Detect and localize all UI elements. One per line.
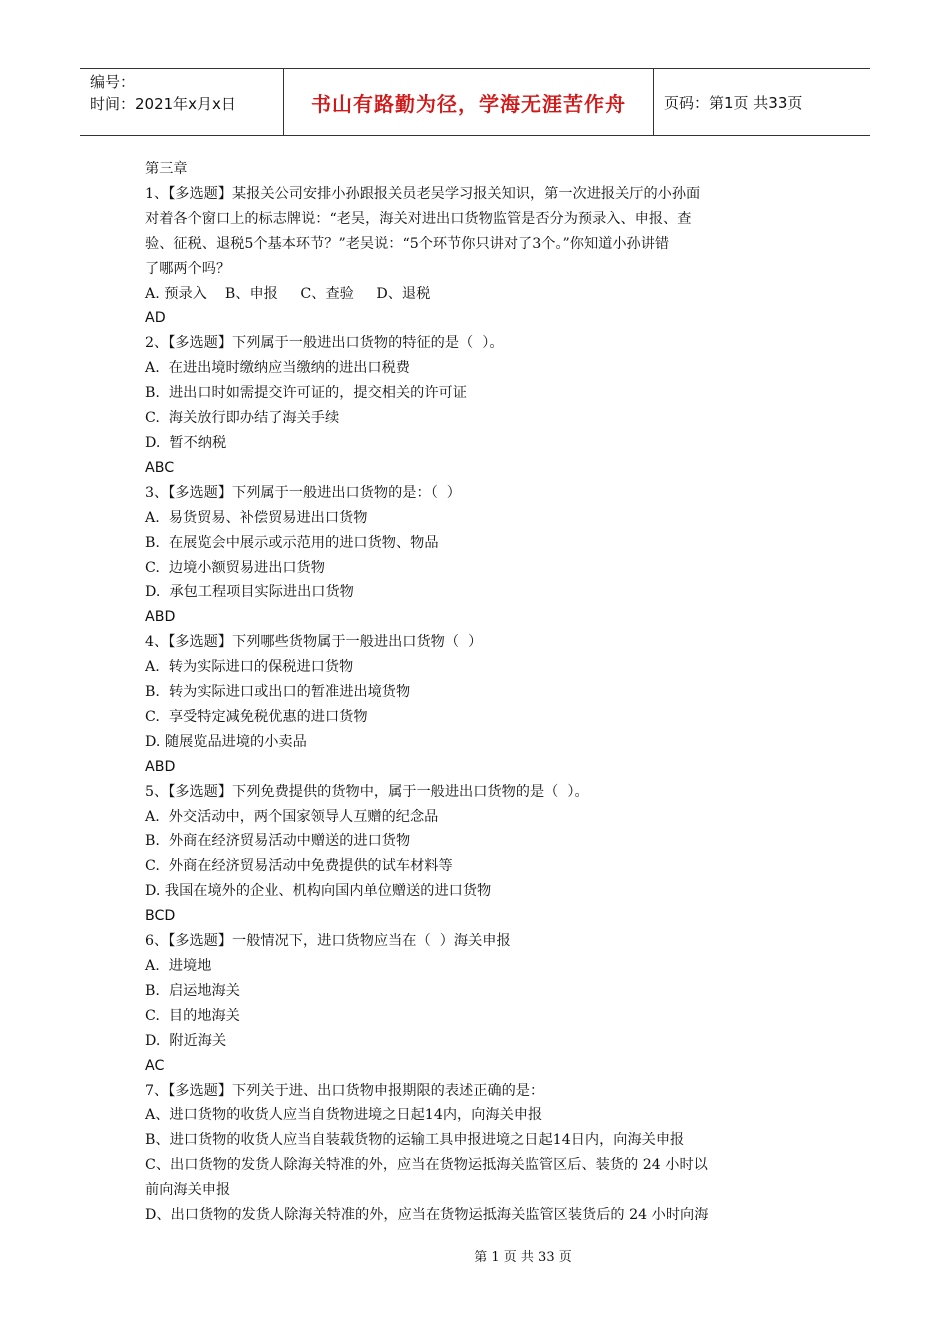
- text-line: 1、【多选题】某报关公司安排小孙跟报关员老吴学习报关知识，第一次进报关厅的小孙面: [145, 185, 701, 202]
- text-line: C. 享受特定减免税优惠的进口货物: [145, 708, 368, 725]
- text-line: B. 启运地海关: [145, 982, 240, 999]
- text-line: A、进口货物的收货人应当自货物进境之日起14内，向海关申报: [145, 1107, 543, 1124]
- text-line: C、出口货物的发货人除海关特准的外，应当在货物运抵海关监管区后、装货的 24 小时以: [145, 1157, 708, 1174]
- date-line: 时间：2021年x月x日: [90, 95, 236, 113]
- text-line: D. 我国在境外的企业、机构向国内单位赠送的进口货物: [145, 883, 492, 900]
- header-table: [80, 68, 870, 136]
- text-line: C. 海关放行即办结了海关手续: [145, 410, 340, 427]
- chapter-title: 第三章: [145, 161, 188, 177]
- text-line: 2、【多选题】下列属于一般进出口货物的特征的是（ ）。: [145, 335, 504, 352]
- text-line: 对着各个窗口上的标志牌说：“老吴，海关对进出口货物监管是否分为预录入、申报、查: [145, 210, 692, 227]
- text-line: ABD: [145, 758, 176, 775]
- text-line: C. 边境小额贸易进出口货物: [145, 559, 325, 576]
- text-line: A. 预录入 B、申报 C、查验 D、退税: [145, 285, 431, 302]
- header-left-cell: [80, 69, 284, 135]
- text-line: B、进口货物的收货人应当自装载货物的运输工具申报进境之日起14日内，向海关申报: [145, 1132, 685, 1149]
- text-line: B. 转为实际进口或出口的暂准进出境货物: [145, 684, 411, 701]
- text-line: 7、【多选题】下列关于进、出口货物申报期限的表述正确的是：: [145, 1082, 545, 1099]
- text-line: A. 在进出境时缴纳应当缴纳的进出口税费: [145, 360, 410, 377]
- text-line: 3、【多选题】下列属于一般进出口货物的是：（ ）: [145, 484, 461, 501]
- header-right-cell: [654, 69, 870, 135]
- text-line: A. 易货贸易、补偿贸易进出口货物: [145, 509, 368, 526]
- text-line: B. 进出口时如需提交许可证的，提交相关的许可证: [145, 385, 467, 402]
- text-line: 了哪两个吗？: [145, 260, 231, 277]
- text-line: B. 在展览会中展示或示范用的进口货物、物品: [145, 534, 439, 551]
- text-line: D. 暂不纳税: [145, 434, 227, 451]
- text-line: A. 外交活动中，两个国家领导人互赠的纪念品: [145, 808, 439, 825]
- text-line: BCD: [145, 908, 176, 925]
- page-footer: 第 1 页 共 33 页: [474, 1250, 572, 1265]
- question-lines: [145, 182, 815, 1228]
- text-line: 前向海关申报: [145, 1182, 231, 1199]
- text-line: C. 外商在经济贸易活动中免费提供的试车材料等: [145, 858, 453, 875]
- text-line: AC: [145, 1057, 165, 1074]
- text-line: ABD: [145, 609, 176, 626]
- text-line: 5、【多选题】下列免费提供的货物中，属于一般进出口货物的是（ ）。: [145, 783, 589, 800]
- text-line: D、出口货物的发货人除海关特准的外，应当在货物运抵海关监管区装货后的 24 小时向海: [145, 1207, 709, 1224]
- text-line: 6、【多选题】一般情况下，进口货物应当在（ ）海关申报: [145, 933, 511, 950]
- text-line: D. 随展览品进境的小卖品: [145, 733, 307, 750]
- text-line: A. 转为实际进口的保税进口货物: [145, 659, 354, 676]
- text-line: 4、【多选题】下列哪些货物属于一般进出口货物（ ）: [145, 634, 483, 651]
- text-line: D. 附近海关: [145, 1032, 227, 1049]
- header-middle-cell: [284, 69, 654, 135]
- text-line: D. 承包工程项目实际进出口货物: [145, 584, 354, 601]
- serial-label: 编号：: [90, 73, 136, 91]
- text-line: B. 外商在经济贸易活动中赠送的进口货物: [145, 833, 411, 850]
- document-body: [145, 157, 815, 1228]
- motto: 书山有路勤为径，学海无涯苦作舟: [311, 91, 626, 116]
- page-info: 页码：第1页 共33页: [664, 93, 803, 112]
- text-line: C. 目的地海关: [145, 1007, 240, 1024]
- text-line: A. 进境地: [145, 958, 212, 974]
- text-line: AD: [145, 310, 166, 327]
- text-line: ABC: [145, 459, 175, 476]
- text-line: 验、征税、退税5个基本环节？”老吴说：“5个环节你只讲对了3个。”你知道小孙讲错: [145, 235, 670, 252]
